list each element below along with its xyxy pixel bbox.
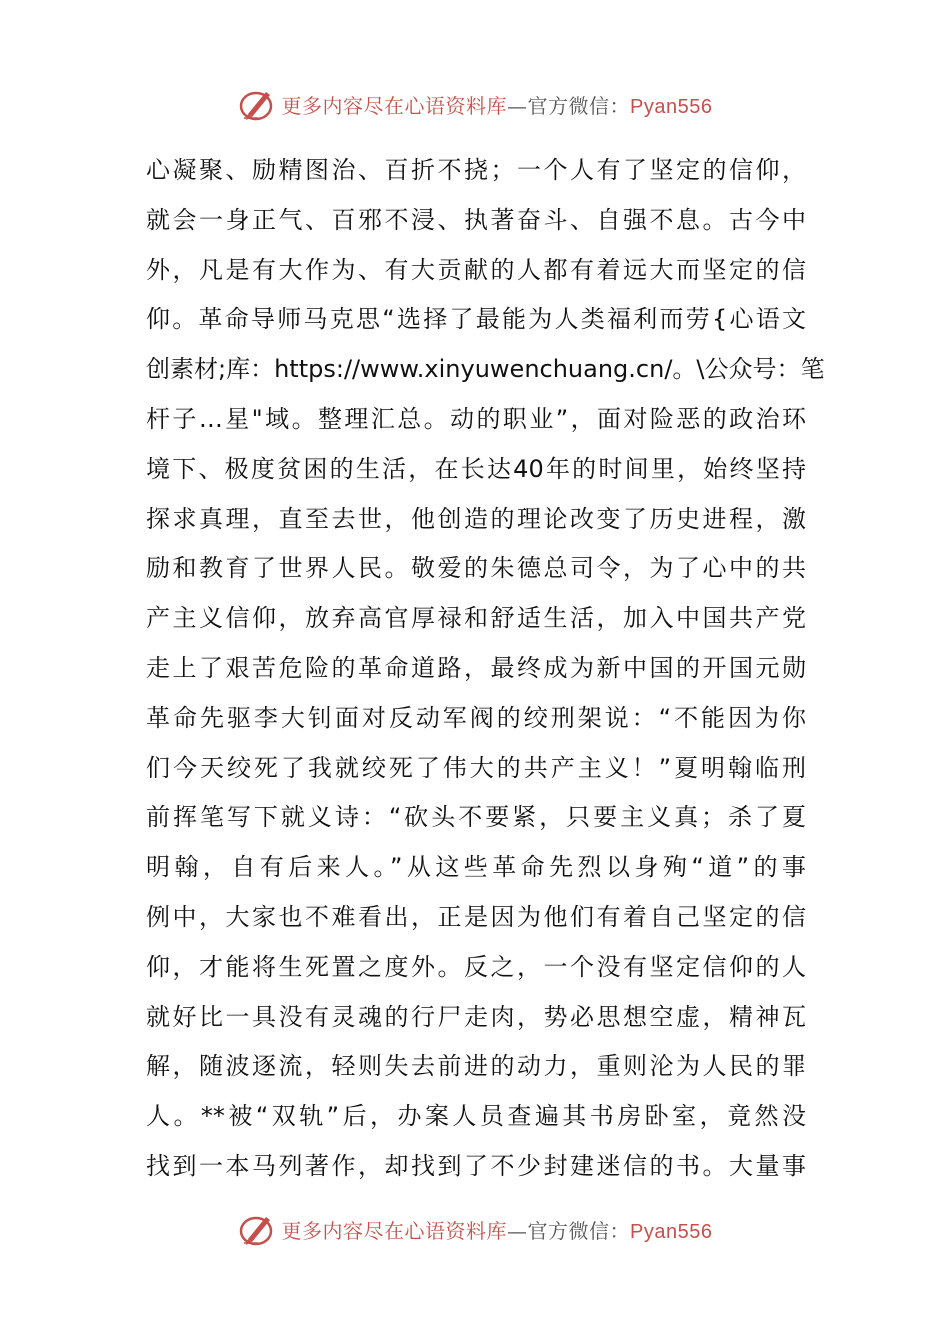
body-line: 励和教育了世界人民。敬爱的朱德总司令，为了心中的共 — [146, 554, 806, 583]
body-line: 心凝聚、励精图治、百折不挠；一个人有了坚定的信仰， — [146, 156, 806, 184]
header-banner-dash: — — [507, 93, 528, 118]
body-line: 人。**被“双轨”后，办案人员查遍其书房卧室，竟然没 — [146, 1102, 806, 1131]
body-line: 就好比一具没有灵魂的行尸走肉，势必思想空虚，精神瓦 — [146, 1002, 806, 1031]
header-banner-official: 官方微信： — [527, 93, 631, 118]
footer-banner-dash: — — [507, 1218, 528, 1243]
body-line: 就会一身正气、百邪不浸、执著奋斗、自强不息。古今中 — [146, 205, 806, 234]
body-line: 产主义信仰，放弃高官厚禄和舒适生活，加入中国共产党 — [146, 604, 806, 633]
pen-logo-icon — [238, 1209, 278, 1249]
footer-banner-handle: Pyan556 — [630, 1220, 713, 1243]
footer-banner-official: 官方微信： — [527, 1218, 631, 1243]
body-line: 例中，大家也不难看出，正是因为他们有着自己坚定的信 — [146, 902, 806, 931]
body-line: 革命先驱李大钊面对反动军阀的绞刑架说：“不能因为你 — [146, 703, 806, 732]
body-line: 走上了艰苦危险的革命道路，最终成为新中国的开国元勋 — [146, 653, 806, 682]
body-line: 明翰，自有后来人。”从这些革命先烈以身殉“道”的事 — [146, 853, 806, 882]
footer-banner-text: 更多内容尽在心语资料库 — [281, 1218, 508, 1243]
body-line: 前挥笔写下就义诗：“砍头不要紧，只要主义真；杀了夏 — [146, 803, 806, 832]
header-banner-text: 更多内容尽在心语资料库 — [281, 93, 508, 118]
body-line: 们今天绞死了我就绞死了伟大的共产主义！”夏明翰临刑 — [146, 753, 806, 782]
body-line: 境下、极度贫困的生活，在长达40年的时间里，始终坚持 — [146, 454, 806, 483]
pen-logo-icon — [238, 84, 278, 124]
footer-banner — [0, 1207, 950, 1251]
document-body — [146, 146, 825, 1192]
header-banner-handle: Pyan556 — [630, 95, 713, 118]
body-line: 杆子…星"域。整理汇总。动的职业”，面对险恶的政治环 — [146, 404, 806, 433]
body-line: 仰。革命导师马克思“选择了最能为人类福利而劳{心语文 — [146, 305, 806, 334]
body-line: 创素材;库：https://www.xinyuwenchuang.cn/。\公众号：笔 — [146, 355, 825, 384]
body-line: 探求真理，直至去世，他创造的理论改变了历史进程，激 — [146, 504, 806, 533]
body-line: 解，随波逐流，轻则失去前进的动力，重则沦为人民的罪 — [146, 1052, 806, 1081]
body-line: 外，凡是有大作为、有大贡献的人都有着远大而坚定的信 — [146, 255, 806, 284]
body-line: 仰，才能将生死置之度外。反之，一个没有坚定信仰的人 — [146, 952, 806, 981]
body-line: 找到一本马列著作，却找到了不少封建迷信的书。大量事 — [146, 1151, 806, 1180]
header-banner — [0, 82, 950, 126]
